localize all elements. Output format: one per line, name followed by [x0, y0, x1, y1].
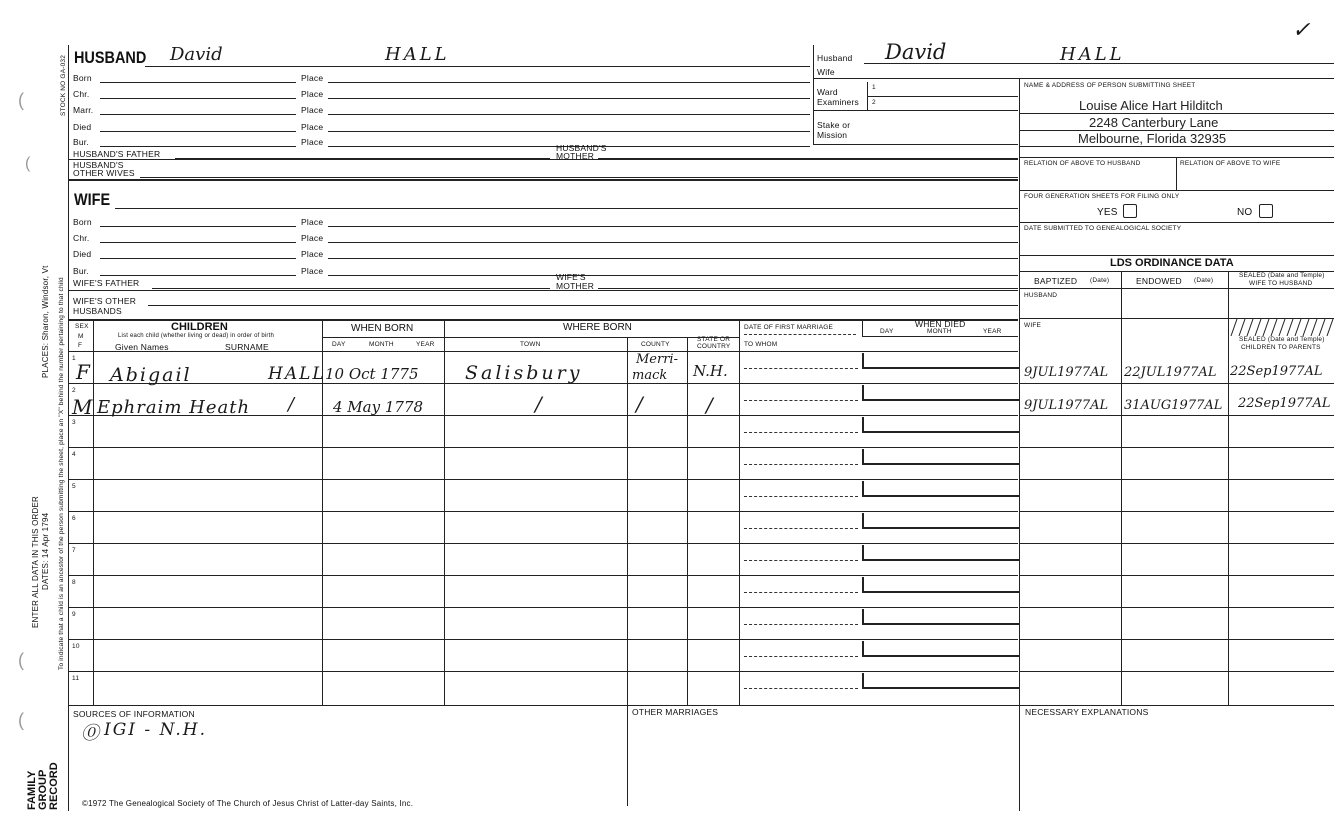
marriage-date-dashline	[744, 624, 858, 625]
marriage-date-dashline	[744, 496, 858, 497]
wife-died-label: Died	[73, 249, 92, 259]
marriage-date-dashline	[744, 688, 858, 689]
check-mark: ✓	[1292, 18, 1311, 43]
child-row-divider	[68, 447, 1018, 448]
child-row-divider	[68, 511, 1018, 512]
margin-mark: (	[18, 90, 24, 110]
examiner-1-label: 1	[872, 84, 876, 91]
county-label: COUNTY	[641, 341, 670, 348]
lds-row-divider	[1019, 447, 1334, 448]
stock-number: STOCK NO GA-032	[60, 54, 67, 116]
wife-heading: WIFE	[74, 190, 111, 209]
lds-row-divider	[1019, 479, 1334, 480]
sources-value: IGI - N.H.	[104, 720, 207, 740]
header-husband-given: David	[885, 40, 947, 64]
no-label: NO	[1237, 207, 1253, 218]
endowed-label: ENDOWED	[1136, 276, 1182, 286]
wife-chr-label: Chr.	[73, 233, 90, 243]
wife-section-divider	[68, 179, 1018, 181]
submitter-name: Louise Alice Hart Hilditch	[1079, 98, 1223, 113]
wifes-mother-top: WIFE'S	[556, 272, 586, 282]
hatched-area	[1229, 319, 1334, 336]
sources-label: SOURCES OF INFORMATION	[73, 709, 195, 719]
child-row-number: 11	[72, 675, 80, 682]
baptized-date-label: (Date)	[1090, 277, 1110, 284]
child1-baptized: 9JUL1977AL	[1024, 365, 1109, 380]
header-husband-label: Husband	[817, 53, 853, 63]
child-row-number: 4	[72, 451, 76, 458]
husband-marr-place-label: Place	[301, 105, 324, 115]
died-day-label: DAY	[880, 328, 894, 335]
dates-note: DATES: 14 Apr 1794	[41, 512, 50, 590]
wife-died-place-label: Place	[301, 249, 324, 259]
child2-sex: M	[72, 395, 93, 419]
wife-born-place-label: Place	[301, 217, 324, 227]
baptized-label: BAPTIZED	[1034, 276, 1078, 286]
child-row-divider	[68, 479, 1018, 480]
sources-circle: ⓪	[81, 723, 99, 744]
when-died-box	[862, 577, 1020, 593]
lds-husband-label: HUSBAND	[1024, 292, 1058, 299]
margin-mark: (	[18, 710, 24, 730]
when-died-box	[862, 385, 1020, 401]
header-husband-surname: HALL	[1060, 44, 1125, 65]
margin-mark: (	[18, 650, 24, 670]
husband-born-label: Born	[73, 73, 92, 83]
child-row-divider	[68, 671, 1018, 672]
record-title: FAMILY GROUP RECORD	[26, 762, 60, 810]
surname-label: SURNAME	[225, 342, 269, 352]
when-died-box	[862, 673, 1020, 689]
lds-row-divider	[1019, 383, 1334, 384]
children-list-note: List each child (whether living or dead) in order of birth	[118, 333, 275, 339]
marriage-date-dashline	[744, 528, 858, 529]
submitter-city: Melbourne, Florida 32935	[1078, 131, 1227, 146]
lds-row-divider	[1019, 639, 1334, 640]
state-label-top: STATE OR	[697, 336, 731, 343]
child1-county: mack	[632, 368, 668, 383]
lds-row-divider	[1019, 511, 1334, 512]
child-row-number: 5	[72, 483, 76, 490]
child-row-number: 2	[72, 387, 76, 394]
child1-sealed: 22Sep1977AL	[1230, 364, 1323, 379]
child-row-divider	[68, 543, 1018, 544]
marriage-date-dashline	[744, 592, 858, 593]
lds-row-divider	[1019, 671, 1334, 672]
marriage-date-dashline	[744, 560, 858, 561]
wifes-father-label: WIFE'S FATHER	[73, 278, 140, 288]
wifes-mother-label: MOTHER	[556, 281, 595, 291]
when-died-box	[862, 417, 1020, 433]
child2-county: /	[636, 392, 643, 416]
endowed-date-label: (Date)	[1194, 277, 1214, 284]
child2-baptized: 9JUL1977AL	[1024, 398, 1109, 413]
town-label: TOWN	[520, 341, 541, 348]
marriage-date-dashline	[744, 432, 858, 433]
child-row-number: 6	[72, 515, 76, 522]
wife-chr-place-label: Place	[301, 233, 324, 243]
wifes-other-top: WIFE'S OTHER	[73, 296, 137, 306]
enter-note: ENTER ALL DATA IN THIS ORDER	[31, 496, 40, 628]
lds-row-divider	[1019, 543, 1334, 544]
child2-born: 4 May 1778	[333, 398, 424, 416]
husband-heading: HUSBAND	[74, 48, 147, 67]
husband-name-line	[145, 66, 810, 67]
child-row-divider	[68, 607, 1018, 608]
where-born-label: WHERE BORN	[563, 322, 632, 333]
lds-row-divider	[1019, 575, 1334, 576]
state-label: COUNTRY	[697, 343, 731, 350]
sealed-children-top: SEALED (Date and Temple)	[1239, 336, 1325, 343]
husband-born-place-label: Place	[301, 73, 324, 83]
child-row-divider	[68, 575, 1018, 576]
child-row-number: 3	[72, 419, 76, 426]
child-row-number: 8	[72, 579, 76, 586]
child1-given: Abigail	[110, 364, 192, 386]
child2-given: Ephraim Heath	[97, 397, 251, 418]
born-month-label: MONTH	[369, 341, 394, 348]
husband-bur-place-label: Place	[301, 137, 324, 147]
when-died-box	[862, 449, 1020, 465]
children-label: CHILDREN	[171, 321, 228, 333]
husband-marr-label: Marr.	[73, 105, 94, 115]
husbands-father-label: HUSBAND'S FATHER	[73, 149, 161, 159]
husband-surname: HALL	[385, 44, 450, 65]
lds-title: LDS ORDINANCE DATA	[1110, 257, 1234, 269]
sealed-wife-label: WIFE TO HUSBAND	[1249, 280, 1313, 287]
died-year-label: YEAR	[983, 328, 1002, 335]
sex-f-label: F	[78, 342, 83, 349]
sealed-wife-top: SEALED (Date and Temple)	[1239, 272, 1325, 279]
born-year-label: YEAR	[416, 341, 435, 348]
relation-to-husband-label: RELATION OF ABOVE TO HUSBAND	[1024, 160, 1141, 167]
marriage-date-dashline	[744, 368, 858, 369]
when-died-label: WHEN DIED	[915, 319, 966, 329]
child1-surname: HALL	[268, 364, 326, 384]
husband-died-label: Died	[73, 122, 92, 132]
when-died-box	[862, 513, 1020, 529]
when-born-label: WHEN BORN	[351, 323, 414, 334]
husbands-mother-label-top: HUSBAND'S	[556, 143, 607, 153]
lds-row-divider	[1019, 607, 1334, 608]
child1-town: Salisbury	[465, 362, 583, 384]
first-marriage-label: DATE OF FIRST MARRIAGE	[744, 324, 834, 331]
sex-label: SEX	[75, 323, 89, 330]
indicate-note: To indicate that a child is an ancestor of the person submitting the sheet, place an "X" behind the number pertaining to that child	[58, 277, 65, 670]
given-names-label: Given Names	[115, 342, 169, 352]
examiner-2-label: 2	[872, 99, 876, 106]
child-row-divider	[68, 639, 1018, 640]
ward-label: Ward	[817, 87, 838, 97]
husbands-mother-label: MOTHER	[556, 151, 595, 161]
when-died-box	[862, 481, 1020, 497]
husbands-other-wives-label: OTHER WIVES	[73, 168, 135, 178]
child1-endowed: 22JUL1977AL	[1124, 365, 1217, 380]
yes-checkbox[interactable]	[1123, 204, 1137, 218]
when-died-box	[862, 641, 1020, 657]
margin-mark: (	[25, 155, 31, 172]
child2-town: /	[535, 392, 542, 416]
right-panel-border	[1019, 78, 1020, 811]
child2-state: /	[706, 393, 713, 417]
yes-label: YES	[1097, 207, 1118, 218]
died-month-label: MONTH	[927, 328, 952, 335]
four-generation-label: FOUR GENERATION SHEETS FOR FILING ONLY	[1024, 193, 1180, 200]
child-row-number: 10	[72, 643, 80, 650]
born-day-label: DAY	[332, 341, 346, 348]
marriage-date-dashline	[744, 656, 858, 657]
husband-given-name: David	[170, 44, 223, 65]
no-checkbox[interactable]	[1259, 204, 1273, 218]
footer-top-line	[68, 705, 1334, 706]
marriage-date-dashline	[744, 400, 858, 401]
child-row-number: 9	[72, 611, 76, 618]
places-note: PLACES: Sharon, Windsor, Vt	[41, 265, 50, 378]
child1-born: 10 Oct 1775	[325, 365, 419, 383]
lds-row-divider	[1019, 415, 1334, 416]
submitter-heading: NAME & ADDRESS OF PERSON SUBMITTING SHEET	[1024, 82, 1196, 89]
to-whom-label: TO WHOM	[744, 341, 778, 348]
copyright: ©1972 The Genealogical Society of The Church of Jesus Christ of Latter-day Saints, Inc.	[82, 799, 414, 808]
child2-endowed: 31AUG1977AL	[1124, 398, 1223, 413]
explanations-label: NECESSARY EXPLANATIONS	[1025, 707, 1149, 717]
child2-sealed: 22Sep1977AL	[1238, 396, 1331, 411]
when-died-box	[862, 609, 1020, 625]
mission-label: Mission	[817, 130, 848, 140]
date-submitted-label: DATE SUBMITTED TO GENEALOGICAL SOCIETY	[1024, 225, 1182, 232]
when-died-box	[862, 353, 1020, 369]
examiners-label: Examiners	[817, 97, 859, 107]
when-died-box	[862, 545, 1020, 561]
relation-to-wife-label: RELATION OF ABOVE TO WIFE	[1180, 160, 1281, 167]
child1-state: N.H.	[693, 362, 728, 380]
child1-county-top: Merri-	[636, 352, 678, 367]
wife-born-label: Born	[73, 217, 92, 227]
submitter-street: 2248 Canterbury Lane	[1089, 115, 1219, 130]
child-row-number: 7	[72, 547, 76, 554]
stake-label: Stake or	[817, 120, 851, 130]
child1-sex: F	[76, 360, 90, 384]
sex-m-label: M	[78, 333, 84, 340]
other-marriages-label: OTHER MARRIAGES	[632, 707, 719, 717]
child-row-number: 1	[72, 355, 76, 362]
wife-bur-label: Bur.	[73, 266, 89, 276]
husbands-other-wives-top: HUSBAND'S	[73, 160, 124, 170]
lds-wife-label: WIFE	[1024, 322, 1042, 329]
wife-name-line	[115, 208, 1018, 209]
husband-died-place-label: Place	[301, 122, 324, 132]
marriage-date-dashline	[744, 464, 858, 465]
child2-surname: /	[288, 394, 295, 415]
header-wife-label: Wife	[817, 67, 835, 77]
wife-bur-place-label: Place	[301, 266, 324, 276]
husband-bur-label: Bur.	[73, 137, 89, 147]
husband-chr-place-label: Place	[301, 89, 324, 99]
wifes-other-husbands-label: HUSBANDS	[73, 306, 122, 316]
sealed-children-label: CHILDREN TO PARENTS	[1241, 344, 1321, 351]
husband-chr-label: Chr.	[73, 89, 90, 99]
